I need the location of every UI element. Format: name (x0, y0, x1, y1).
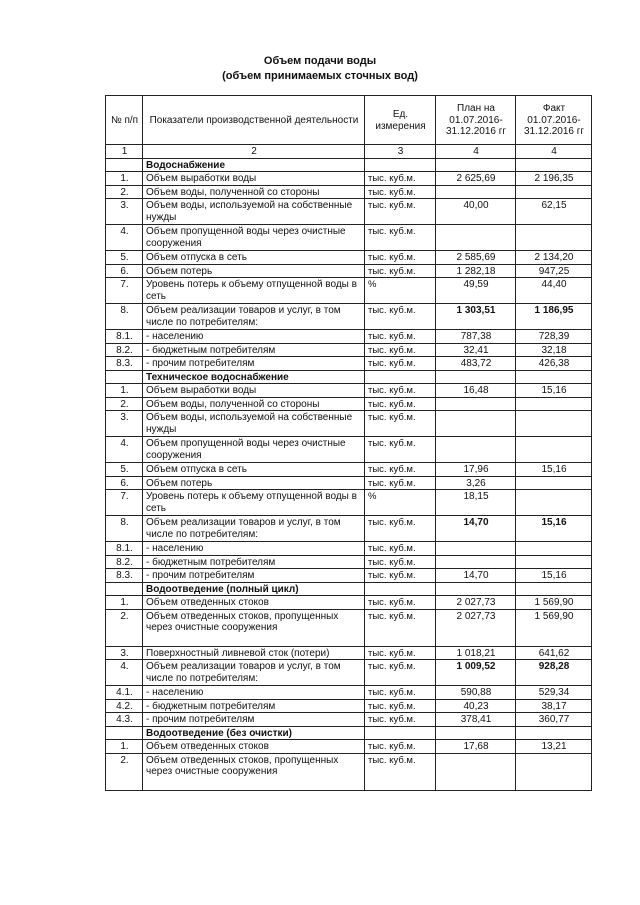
section-num-cell (106, 726, 143, 740)
row-unit: тыс. куб.м. (365, 660, 436, 686)
row-plan-value (436, 411, 516, 437)
row-plan-value: 2 585,69 (436, 251, 516, 265)
row-plan-value: 1 009,52 (436, 660, 516, 686)
table-row (106, 609, 592, 646)
row-indicator: - бюджетным потребителям (143, 343, 365, 357)
row-plan-value: 17,68 (436, 740, 516, 754)
row-indicator: Объем отведенных стоков (143, 740, 365, 754)
row-unit: тыс. куб.м. (365, 304, 436, 330)
table-row (106, 740, 592, 754)
row-number: 3. (106, 411, 143, 437)
row-unit: тыс. куб.м. (365, 225, 436, 251)
row-plan-value: 2 027,73 (436, 596, 516, 610)
table-row (106, 476, 592, 490)
row-unit: тыс. куб.м. (365, 476, 436, 490)
row-plan-value: 49,59 (436, 278, 516, 304)
table-row (106, 199, 592, 225)
row-number: 8.1. (106, 542, 143, 556)
row-number: 5. (106, 251, 143, 265)
row-fact-value: 426,38 (516, 357, 592, 371)
row-plan-value: 1 282,18 (436, 264, 516, 278)
row-number: 4.2. (106, 699, 143, 713)
section-row (106, 158, 592, 172)
section-fact-cell (516, 726, 592, 740)
row-unit: тыс. куб.м. (365, 516, 436, 542)
section-unit-cell (365, 582, 436, 596)
row-indicator: Объем пропущенной воды через очистные сооружения (143, 437, 365, 463)
row-indicator: Объем воды, используемой на собственные нужды (143, 411, 365, 437)
row-fact-value: 15,16 (516, 384, 592, 398)
section-num-cell (106, 158, 143, 172)
row-plan-value: 16,48 (436, 384, 516, 398)
section-unit-cell (365, 158, 436, 172)
row-fact-value (516, 555, 592, 569)
section-fact-cell (516, 370, 592, 384)
row-plan-value (436, 542, 516, 556)
section-num-cell (106, 370, 143, 384)
row-indicator: Объем отпуска в сеть (143, 251, 365, 265)
row-unit: тыс. куб.м. (365, 343, 436, 357)
row-number: 7. (106, 490, 143, 516)
table-row (106, 516, 592, 542)
water-supply-table (105, 95, 592, 791)
row-fact-value: 1 186,95 (516, 304, 592, 330)
row-fact-value: 2 134,20 (516, 251, 592, 265)
document-title (0, 54, 640, 84)
row-plan-value: 2 027,73 (436, 609, 516, 646)
row-plan-value: 3,26 (436, 476, 516, 490)
row-indicator: Объем реализации товаров и услуг, в том числе по потребителям: (143, 660, 365, 686)
row-number: 8.2. (106, 343, 143, 357)
row-plan-value (436, 753, 516, 790)
row-unit: тыс. куб.м. (365, 542, 436, 556)
row-fact-value: 15,16 (516, 516, 592, 542)
row-plan-value (436, 185, 516, 199)
row-plan-value: 32,41 (436, 343, 516, 357)
column-number: 2 (143, 145, 365, 159)
row-fact-value: 360,77 (516, 713, 592, 727)
row-number: 4.1. (106, 686, 143, 700)
table-row (106, 304, 592, 330)
row-indicator: - населению (143, 542, 365, 556)
table-row (106, 646, 592, 660)
row-unit: тыс. куб.м. (365, 699, 436, 713)
row-fact-value: 13,21 (516, 740, 592, 754)
table-row (106, 437, 592, 463)
row-unit: % (365, 490, 436, 516)
row-fact-value: 15,16 (516, 569, 592, 583)
row-plan-value: 787,38 (436, 330, 516, 344)
table-row (106, 357, 592, 371)
row-number: 5. (106, 463, 143, 477)
row-indicator: Объем выработки воды (143, 384, 365, 398)
row-indicator: Объем воды, полученной со стороны (143, 397, 365, 411)
row-unit: тыс. куб.м. (365, 357, 436, 371)
row-indicator: Объем отведенных стоков (143, 596, 365, 610)
row-indicator: Объем пропущенной воды через очистные сооружения (143, 225, 365, 251)
table-row (106, 397, 592, 411)
table-row (106, 699, 592, 713)
row-indicator: - прочим потребителям (143, 713, 365, 727)
row-indicator: Объем отпуска в сеть (143, 463, 365, 477)
row-number: 6. (106, 476, 143, 490)
row-indicator: Объем отведенных стоков, пропущенных через очистные сооружения (143, 609, 365, 646)
row-number: 2. (106, 753, 143, 790)
row-plan-value: 40,00 (436, 199, 516, 225)
header-num: № п/п (106, 96, 143, 145)
row-fact-value (516, 490, 592, 516)
title-line-2: (объем принимаемых сточных вод) (222, 70, 418, 82)
table-row (106, 660, 592, 686)
row-indicator: Объем реализации товаров и услуг, в том числе по потребителям: (143, 516, 365, 542)
row-fact-value: 44,40 (516, 278, 592, 304)
row-indicator: Объем реализации товаров и услуг, в том числе по потребителям: (143, 304, 365, 330)
table-row (106, 330, 592, 344)
row-fact-value (516, 476, 592, 490)
section-plan-cell (436, 370, 516, 384)
row-unit: тыс. куб.м. (365, 384, 436, 398)
row-indicator: - населению (143, 686, 365, 700)
row-unit: тыс. куб.м. (365, 185, 436, 199)
row-plan-value: 378,41 (436, 713, 516, 727)
table-row (106, 225, 592, 251)
table-row (106, 172, 592, 186)
row-indicator: - прочим потребителям (143, 357, 365, 371)
section-plan-cell (436, 158, 516, 172)
row-fact-value: 728,39 (516, 330, 592, 344)
table-row (106, 384, 592, 398)
row-number: 4. (106, 660, 143, 686)
section-title: Водоснабжение (143, 158, 365, 172)
header-unit: Ед. измерения (365, 96, 436, 145)
row-unit: тыс. куб.м. (365, 411, 436, 437)
row-plan-value: 590,88 (436, 686, 516, 700)
row-plan-value: 14,70 (436, 569, 516, 583)
table-row (106, 542, 592, 556)
section-row (106, 370, 592, 384)
table-row (106, 686, 592, 700)
row-plan-value: 2 625,69 (436, 172, 516, 186)
row-number: 1. (106, 172, 143, 186)
row-plan-value (436, 437, 516, 463)
row-plan-value: 483,72 (436, 357, 516, 371)
row-fact-value (516, 542, 592, 556)
row-unit: тыс. куб.м. (365, 753, 436, 790)
row-fact-value: 15,16 (516, 463, 592, 477)
row-unit: тыс. куб.м. (365, 713, 436, 727)
row-indicator: Объем воды, используемой на собственные нужды (143, 199, 365, 225)
table-row (106, 264, 592, 278)
row-indicator: Уровень потерь к объему отпущенной воды в сеть (143, 278, 365, 304)
row-fact-value (516, 411, 592, 437)
row-fact-value: 947,25 (516, 264, 592, 278)
row-plan-value: 14,70 (436, 516, 516, 542)
table-row (106, 753, 592, 790)
row-indicator: Поверхностный ливневой сток (потери) (143, 646, 365, 660)
row-unit: % (365, 278, 436, 304)
row-fact-value (516, 185, 592, 199)
row-number: 3. (106, 199, 143, 225)
row-indicator: - бюджетным потребителям (143, 555, 365, 569)
table-row (106, 596, 592, 610)
row-unit: тыс. куб.м. (365, 555, 436, 569)
row-unit: тыс. куб.м. (365, 251, 436, 265)
section-fact-cell (516, 582, 592, 596)
row-unit: тыс. куб.м. (365, 686, 436, 700)
row-indicator: Объем выработки воды (143, 172, 365, 186)
title-line-1: Объем подачи воды (263, 55, 377, 67)
row-plan-value (436, 397, 516, 411)
row-fact-value: 641,62 (516, 646, 592, 660)
header-indicator: Показатели производственной деятельности (143, 96, 365, 145)
row-number: 2. (106, 185, 143, 199)
row-plan-value: 17,96 (436, 463, 516, 477)
row-fact-value: 38,17 (516, 699, 592, 713)
row-indicator: Объем воды, полученной со стороны (143, 185, 365, 199)
table-row (106, 569, 592, 583)
row-fact-value: 928,28 (516, 660, 592, 686)
section-row (106, 726, 592, 740)
row-indicator: - прочим потребителям (143, 569, 365, 583)
row-unit: тыс. куб.м. (365, 264, 436, 278)
header-plan: План на 01.07.2016-31.12.2016 гг (436, 96, 516, 145)
row-number: 1. (106, 740, 143, 754)
row-indicator: Объем потерь (143, 264, 365, 278)
row-number: 4. (106, 437, 143, 463)
table-row (106, 490, 592, 516)
row-number: 4.3. (106, 713, 143, 727)
table-row (106, 713, 592, 727)
row-number: 8.3. (106, 569, 143, 583)
table-row (106, 463, 592, 477)
row-unit: тыс. куб.м. (365, 569, 436, 583)
table-body (106, 158, 592, 790)
table-row (106, 278, 592, 304)
table-row (106, 251, 592, 265)
row-unit: тыс. куб.м. (365, 463, 436, 477)
row-unit: тыс. куб.м. (365, 199, 436, 225)
row-fact-value (516, 397, 592, 411)
row-number: 4. (106, 225, 143, 251)
header-row (106, 96, 592, 145)
row-unit: тыс. куб.м. (365, 172, 436, 186)
section-title: Техническое водоснабжение (143, 370, 365, 384)
row-number: 1. (106, 596, 143, 610)
section-plan-cell (436, 582, 516, 596)
header-fact: Факт 01.07.2016-31.12.2016 гг (516, 96, 592, 145)
row-fact-value: 529,34 (516, 686, 592, 700)
row-number: 2. (106, 609, 143, 646)
row-fact-value: 62,15 (516, 199, 592, 225)
column-number: 3 (365, 145, 436, 159)
section-row (106, 582, 592, 596)
row-number: 8.3. (106, 357, 143, 371)
section-title: Водоотведение (без очистки) (143, 726, 365, 740)
table-row (106, 411, 592, 437)
section-title: Водоотведение (полный цикл) (143, 582, 365, 596)
row-number: 8.2. (106, 555, 143, 569)
row-number: 6. (106, 264, 143, 278)
row-fact-value: 1 569,90 (516, 609, 592, 646)
row-number: 8. (106, 304, 143, 330)
row-indicator: Уровень потерь к объему отпущенной воды в сеть (143, 490, 365, 516)
row-plan-value (436, 225, 516, 251)
row-unit: тыс. куб.м. (365, 609, 436, 646)
section-num-cell (106, 582, 143, 596)
row-unit: тыс. куб.м. (365, 397, 436, 411)
row-unit: тыс. куб.м. (365, 646, 436, 660)
row-plan-value: 1 303,51 (436, 304, 516, 330)
row-indicator: - бюджетным потребителям (143, 699, 365, 713)
row-plan-value: 18,15 (436, 490, 516, 516)
row-fact-value: 32,18 (516, 343, 592, 357)
row-fact-value (516, 225, 592, 251)
column-number: 4 (516, 145, 592, 159)
row-indicator: Объем отведенных стоков, пропущенных через очистные сооружения (143, 753, 365, 790)
column-number: 1 (106, 145, 143, 159)
column-number: 4 (436, 145, 516, 159)
row-unit: тыс. куб.м. (365, 437, 436, 463)
column-number-row (106, 145, 592, 159)
row-fact-value (516, 753, 592, 790)
row-number: 3. (106, 646, 143, 660)
table-row (106, 555, 592, 569)
section-fact-cell (516, 158, 592, 172)
table-row (106, 343, 592, 357)
row-number: 8. (106, 516, 143, 542)
row-number: 8.1. (106, 330, 143, 344)
section-plan-cell (436, 726, 516, 740)
section-unit-cell (365, 726, 436, 740)
row-number: 1. (106, 384, 143, 398)
table-row (106, 185, 592, 199)
row-unit: тыс. куб.м. (365, 330, 436, 344)
row-indicator: - населению (143, 330, 365, 344)
row-plan-value: 40,23 (436, 699, 516, 713)
row-fact-value: 1 569,90 (516, 596, 592, 610)
row-plan-value: 1 018,21 (436, 646, 516, 660)
row-fact-value (516, 437, 592, 463)
row-fact-value: 2 196,35 (516, 172, 592, 186)
row-number: 2. (106, 397, 143, 411)
row-indicator: Объем потерь (143, 476, 365, 490)
row-unit: тыс. куб.м. (365, 596, 436, 610)
row-number: 7. (106, 278, 143, 304)
row-unit: тыс. куб.м. (365, 740, 436, 754)
row-plan-value (436, 555, 516, 569)
section-unit-cell (365, 370, 436, 384)
